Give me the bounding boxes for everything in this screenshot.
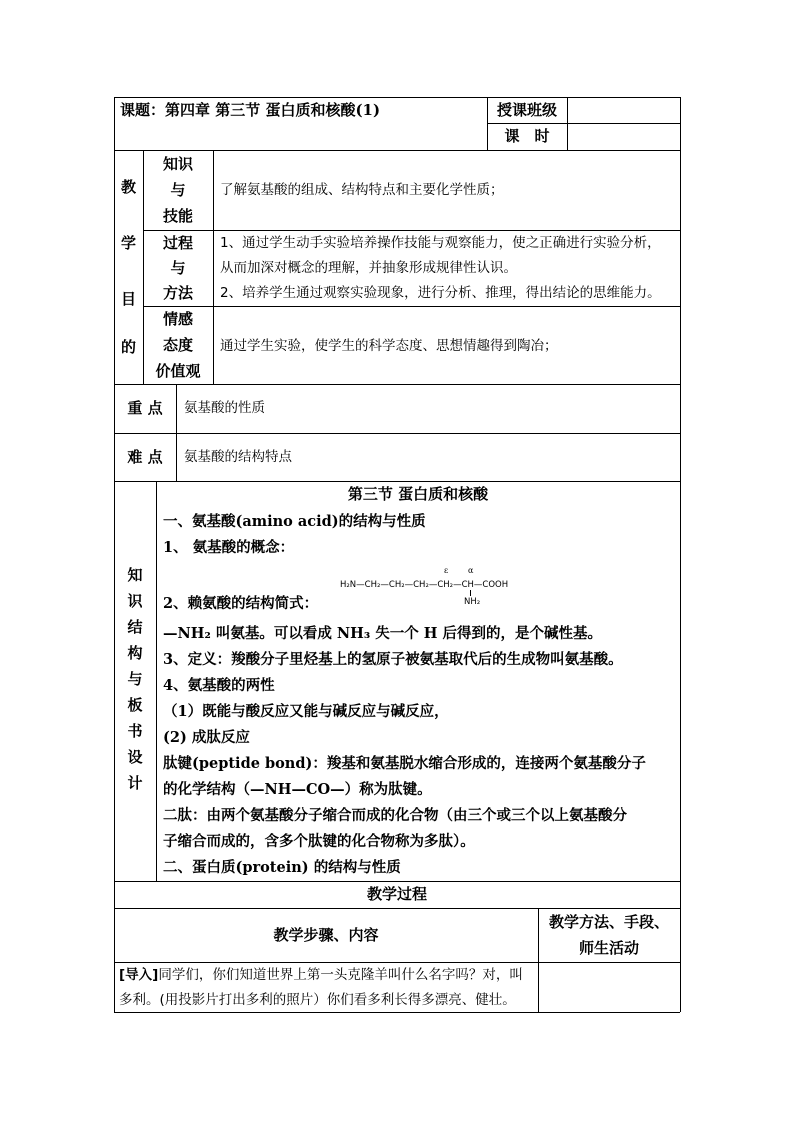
label-line: 与 [170, 181, 186, 199]
board-line: 1、 氨基酸的概念： [163, 539, 295, 556]
label-line: 技能 [162, 207, 193, 225]
board-title: 第三节 蛋白质和核酸 [347, 485, 489, 503]
board-line: （1）既能与酸反应又能与碱反应与碱反应， [163, 703, 449, 720]
intro-text: 同学们，你们知道世界上第一头克隆羊叫什么名字吗？对，叫 [158, 967, 523, 983]
objective-content-attitude: 通过学生实验，使学生的科学态度、思想情趣得到陶冶； [220, 338, 558, 354]
header-line: 教学方法、手段、 [548, 913, 669, 931]
side-char: 构 [127, 644, 143, 662]
label-line: 方法 [162, 284, 193, 302]
difficulty-content: 氨基酸的结构特点 [184, 449, 292, 465]
objective-label-attitude [143, 306, 213, 384]
intro-paragraph [119, 963, 537, 1013]
side-char: 学 [120, 234, 136, 252]
board-line: 二、蛋白质(protein) 的结构与性质 [163, 859, 401, 876]
label-line: 过程 [162, 234, 193, 252]
difficulty-label: 难 点 [127, 448, 163, 466]
side-char: 设 [127, 748, 143, 766]
intro-line [119, 963, 537, 988]
key-point-label: 重 点 [127, 399, 163, 417]
objective-content-process [220, 231, 678, 306]
board-line: 一、氨基酸(amino acid)的结构与性质 [163, 513, 426, 530]
side-char: 教 [120, 178, 136, 196]
label-line: 情感 [162, 310, 193, 328]
alpha-mark: α [468, 566, 474, 575]
side-char: 书 [127, 722, 143, 740]
formula-sub: NH₂ [464, 597, 481, 607]
content-line: 1、通过学生动手实验培养操作技能与观察能力，使之正确进行实验分析， [220, 235, 661, 251]
content-line: 2、培养学生通过观察实验现象，进行分析、推理，得出结论的思维能力。 [220, 285, 661, 301]
objective-label-process [143, 230, 213, 306]
process-heading: 教学过程 [366, 885, 427, 903]
board-line: 4、氨基酸的两性 [163, 677, 275, 694]
side-char: 的 [120, 338, 136, 356]
objective-label-knowledge [143, 150, 213, 230]
label-line: 知识 [162, 155, 193, 173]
formula-main: H₂N—CH₂—CH₂—CH₂—CH₂—CH—COOH [340, 580, 509, 590]
class-label: 授课班级 [496, 101, 557, 119]
board-line: (2) 成肽反应 [163, 729, 250, 746]
side-char: 板 [127, 696, 143, 714]
board-line: 子缩合而成的，含多个肽键的化合物称为多肽）。 [163, 833, 475, 850]
board-line: 二肽：由两个氨基酸分子缩合而成的化合物（由三个或三个以上氨基酸分 [163, 807, 627, 824]
process-col2-header [538, 908, 680, 962]
label-line: 价值观 [155, 362, 201, 380]
epsilon-mark: ε [444, 566, 449, 575]
board-line: 的化学结构（—NH—CO—）称为肽键。 [163, 781, 432, 798]
side-char: 与 [127, 670, 143, 688]
objective-content-knowledge: 了解氨基酸的组成、结构特点和主要化学性质； [220, 182, 504, 198]
content-line: 从而加深对概念的理解，并抽象形成规律性认识。 [220, 260, 517, 276]
board-line: 2、赖氨酸的结构简式： [163, 595, 319, 612]
side-char: 结 [127, 618, 143, 636]
intro-tag: [导入] [119, 967, 159, 983]
header-line: 师生活动 [578, 939, 639, 957]
lesson-topic: 课题：第四章 第三节 蛋白质和核酸(1) [120, 101, 381, 119]
period-label: 课 时 [504, 127, 550, 145]
objectives-side-label [114, 150, 143, 384]
side-char: 识 [127, 592, 143, 610]
board-line: 肽键(peptide bond)：羧基和氨基脱水缩合形成的，连接两个氨基酸分子 [163, 755, 646, 772]
board-line: 3、定义：羧酸分子里烃基上的氢原子被氨基取代后的生成物叫氨基酸。 [163, 651, 623, 668]
process-col1-header: 教学步骤、内容 [273, 926, 379, 944]
board-side-label [114, 562, 156, 796]
period-value [570, 123, 676, 150]
intro-line: 多利。(用投影片打出多利的照片）你们看多利长得多漂亮、健壮。 [119, 992, 516, 1008]
side-char: 计 [127, 774, 143, 792]
label-line: 与 [170, 259, 186, 277]
class-value [570, 97, 676, 123]
board-line: —NH₂ 叫氨基。可以看成 NH₃ 失一个 H 后得到的，是个碱性基。 [163, 625, 603, 642]
key-point-content: 氨基酸的性质 [184, 400, 265, 416]
side-char: 知 [127, 566, 143, 584]
label-line: 态度 [162, 336, 193, 354]
side-char: 目 [120, 290, 136, 308]
